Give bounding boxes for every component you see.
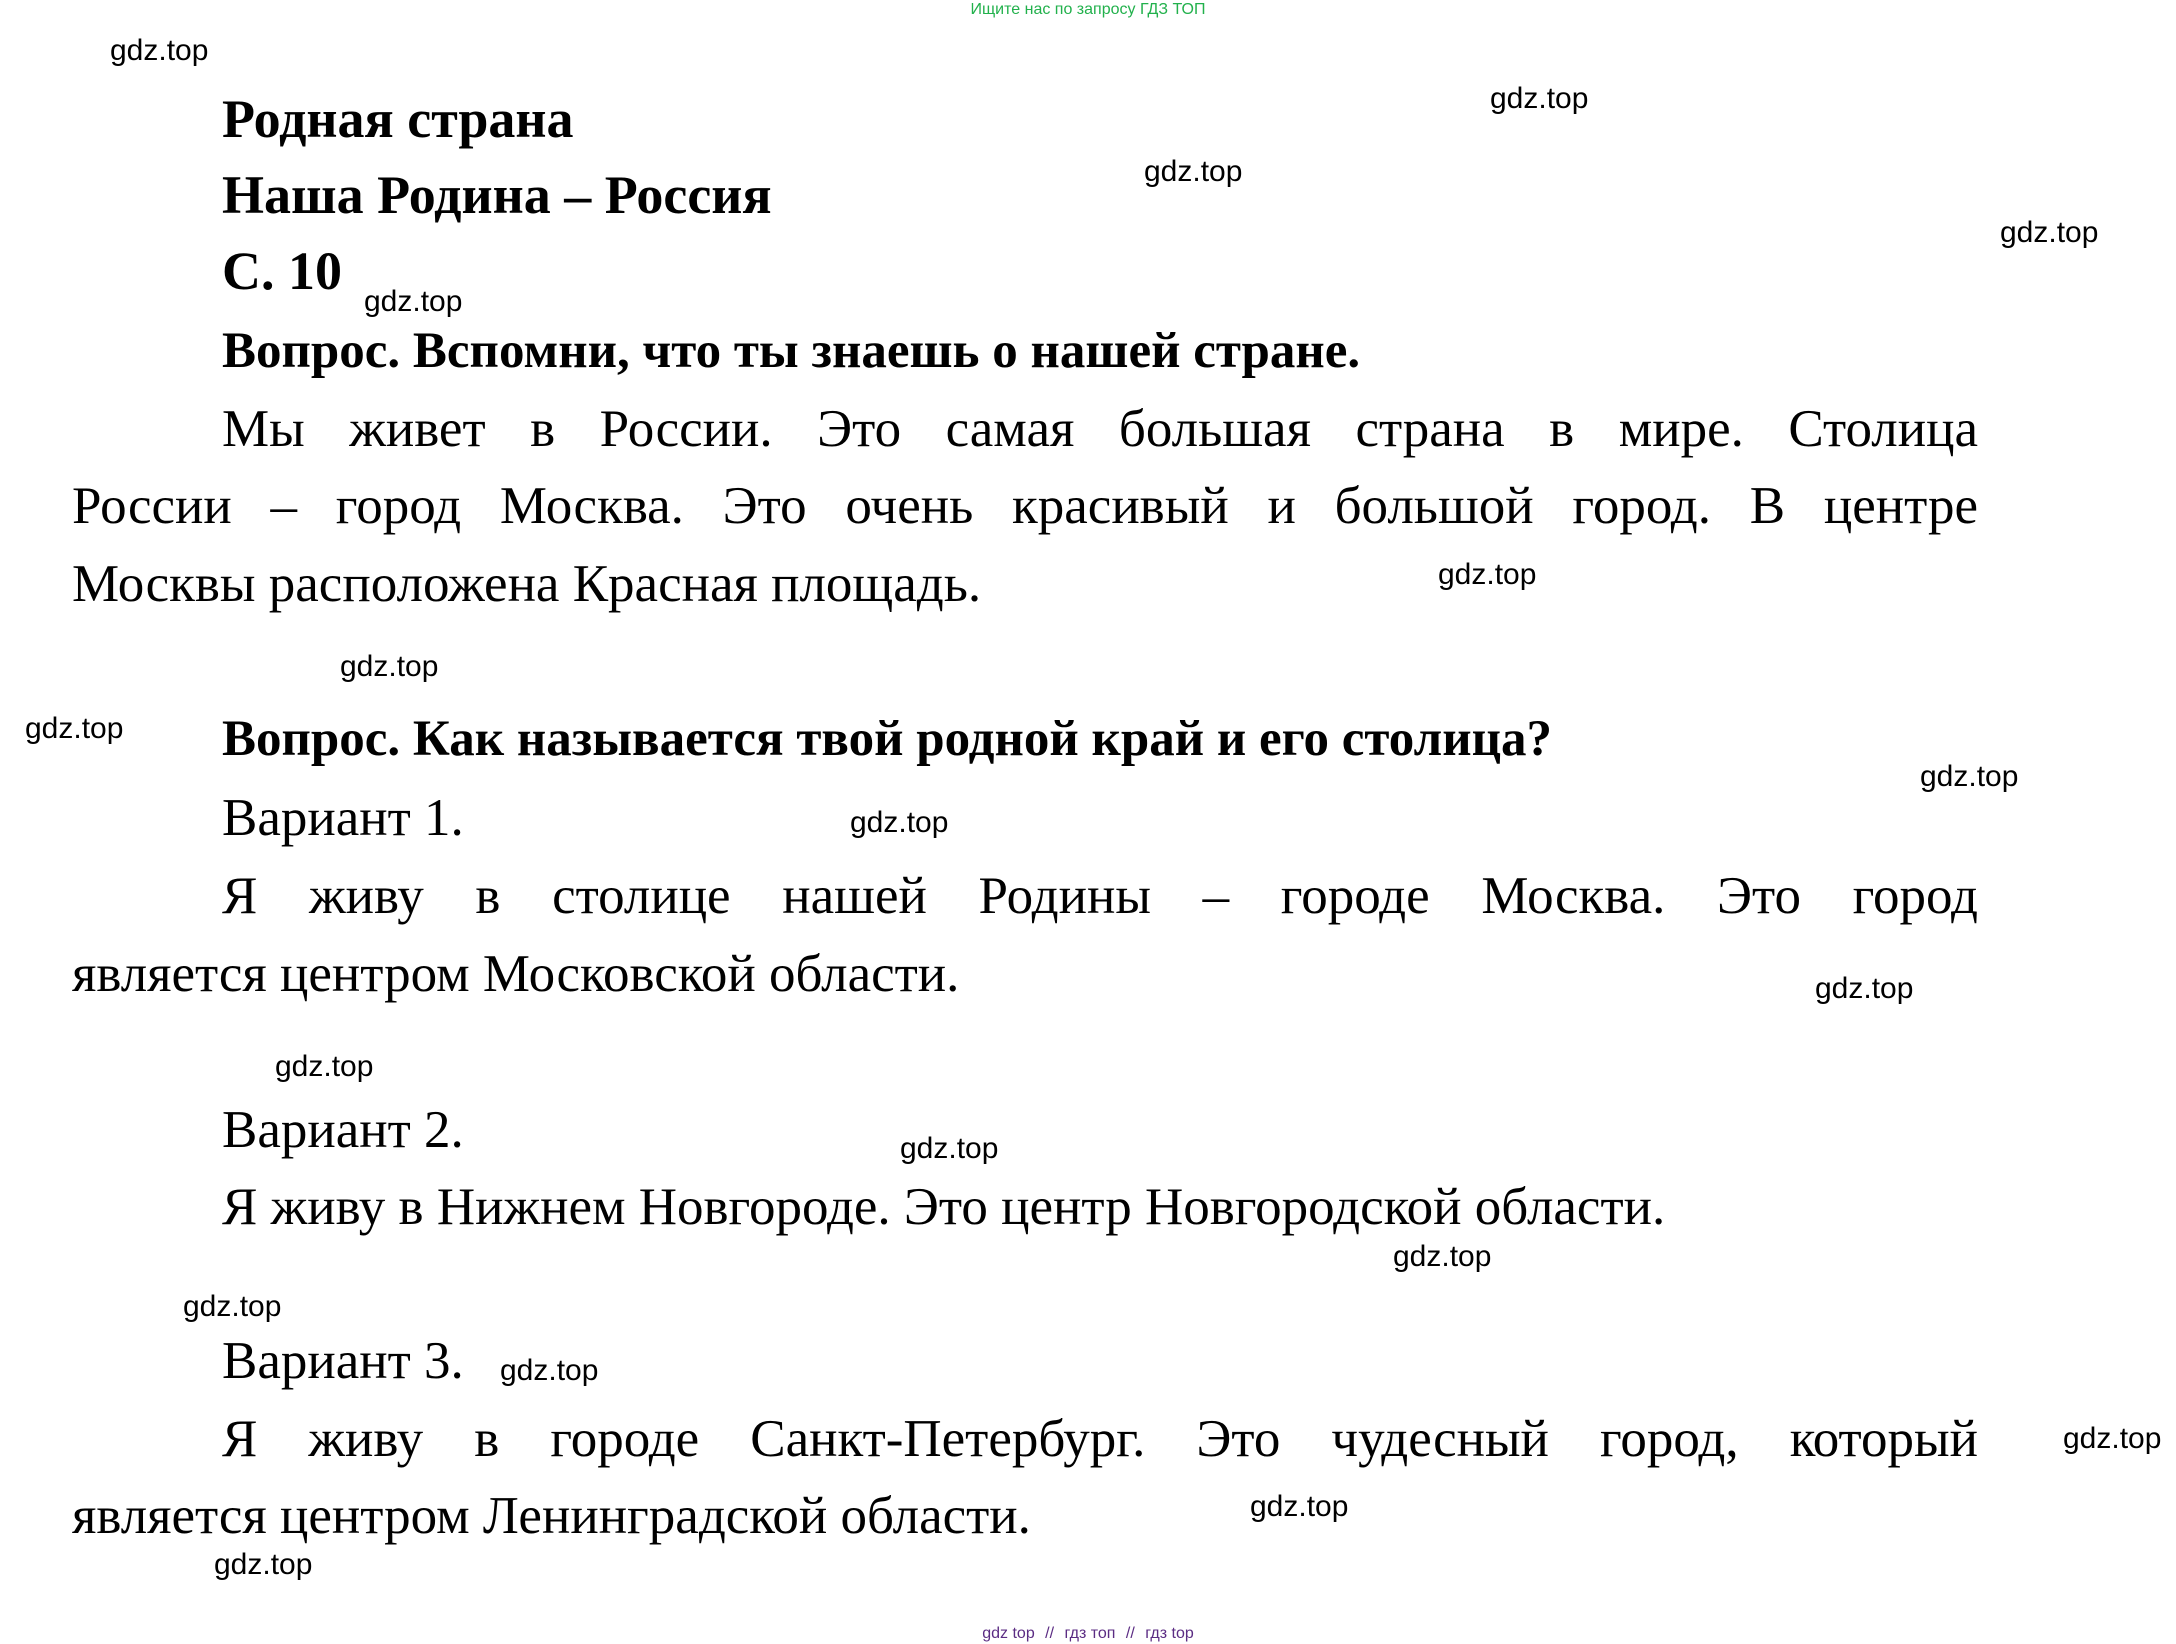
answer-1-line-1: Мы живет в России. Это самая большая страна в мире. Столица xyxy=(222,400,1978,458)
watermark: gdz.top xyxy=(1815,972,1914,1005)
watermark: gdz.top xyxy=(1250,1490,1349,1523)
variant-2-line-1: Я живу в Нижнем Новгороде. Это центр Новгородской области. xyxy=(222,1178,1666,1236)
variant-3-line-1: Я живу в городе Санкт-Петербург. Это чудесный город, который xyxy=(222,1410,1978,1468)
variant-2-label: Вариант 2. xyxy=(222,1101,464,1159)
footer-separator: // xyxy=(1045,1625,1055,1642)
watermark: gdz.top xyxy=(1920,760,2019,793)
watermark: gdz.top xyxy=(900,1132,999,1165)
variant-1-line-1: Я живу в столице нашей Родины – городе Москва. Это город xyxy=(222,867,1978,925)
watermark: gdz.top xyxy=(275,1050,374,1083)
variant-3-label: Вариант 3. xyxy=(222,1332,464,1390)
section-title: Родная страна xyxy=(222,89,574,149)
footer-link[interactable]: gdz top xyxy=(982,1625,1035,1642)
watermark: gdz.top xyxy=(25,712,124,745)
watermark: gdz.top xyxy=(1393,1240,1492,1273)
page-reference: С. 10 xyxy=(222,241,342,301)
answer-1-line-2: России – город Москва. Это очень красивый и большой город. В центре xyxy=(72,477,1978,535)
footer-link[interactable]: гдз топ xyxy=(1064,1625,1116,1642)
watermark: gdz.top xyxy=(500,1354,599,1387)
variant-1-label: Вариант 1. xyxy=(222,789,464,847)
lesson-title: Наша Родина – Россия xyxy=(222,165,772,225)
watermark: gdz.top xyxy=(850,806,949,839)
variant-1-line-2: является центром Московской области. xyxy=(72,945,960,1003)
question-2: Вопрос. Как называется твой родной край и его столица? xyxy=(222,711,1552,767)
footer-links xyxy=(0,1624,2176,1644)
answer-1-line-3: Москвы расположена Красная площадь. xyxy=(72,555,982,613)
watermark: gdz.top xyxy=(1144,155,1243,188)
watermark: gdz.top xyxy=(110,34,209,67)
watermark: gdz.top xyxy=(2000,216,2099,249)
top-banner[interactable]: Ищите нас по запросу ГДЗ ТОП xyxy=(970,1,1206,18)
watermark: gdz.top xyxy=(1490,82,1589,115)
watermark: gdz.top xyxy=(183,1290,282,1323)
watermark: gdz.top xyxy=(340,650,439,683)
watermark: gdz.top xyxy=(364,285,463,318)
watermark: gdz.top xyxy=(1438,558,1537,591)
watermark: gdz.top xyxy=(2063,1422,2162,1455)
watermark: gdz.top xyxy=(214,1548,313,1581)
question-1: Вопрос. Вспомни, что ты знаешь о нашей стране. xyxy=(222,323,1361,379)
footer-link[interactable]: гдз top xyxy=(1145,1625,1194,1642)
footer-separator: // xyxy=(1125,1625,1135,1642)
variant-3-line-2: является центром Ленинградской области. xyxy=(72,1487,1031,1545)
